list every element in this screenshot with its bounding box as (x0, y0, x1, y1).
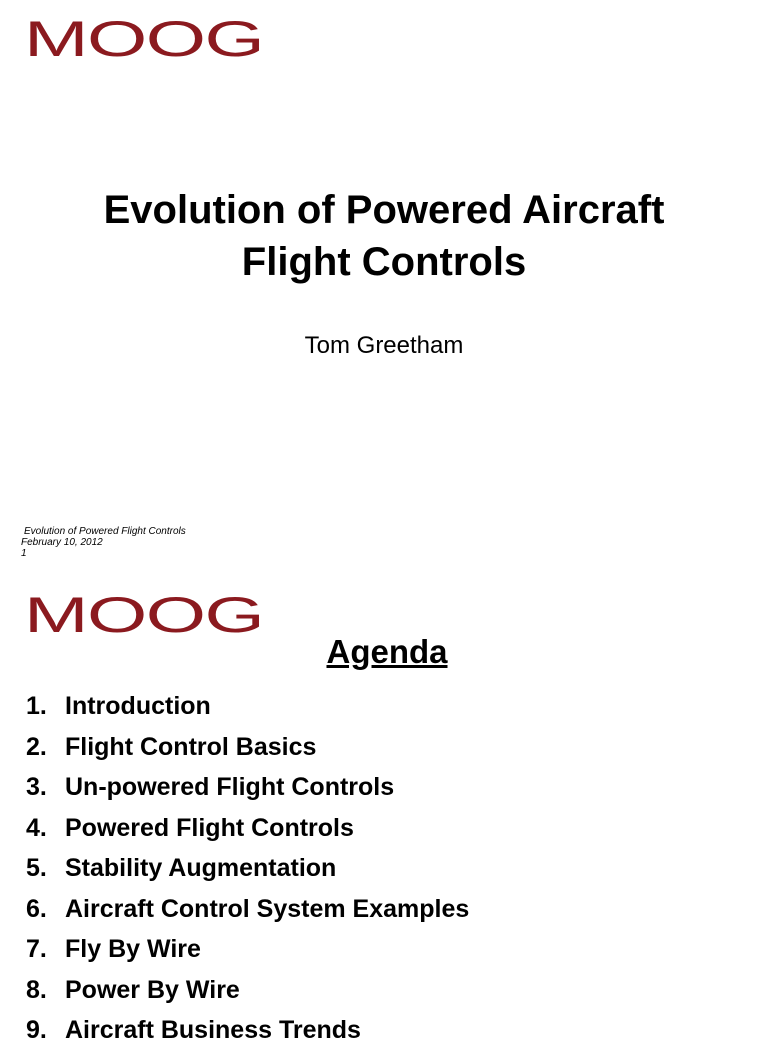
agenda-item-label: Power By Wire (65, 975, 240, 1004)
agenda-item (26, 929, 469, 970)
agenda-item-label: Powered Flight Controls (65, 813, 354, 842)
agenda-item-label: Aircraft Control System Examples (65, 894, 470, 923)
agenda-item (26, 1010, 469, 1051)
agenda-heading: Agenda (326, 633, 448, 670)
agenda-item-number: 1. (26, 692, 47, 720)
slide-title-line-2: Flight Controls (241, 240, 527, 284)
agenda-item-number: 4. (26, 813, 47, 842)
moog-logo: MOOG (24, 587, 264, 643)
agenda-item (26, 848, 469, 889)
agenda-item-label: Fly By Wire (65, 935, 201, 963)
footer-page-number: 1 (21, 548, 27, 559)
agenda-item-label: Flight Control Basics (65, 732, 317, 761)
agenda-item (26, 808, 469, 849)
slide-title-line-1: Evolution of Powered Aircraft (103, 188, 665, 232)
agenda-item-number: 3. (26, 773, 47, 801)
agenda-item-label: Stability Augmentation (65, 854, 337, 882)
agenda-item (26, 686, 469, 727)
footer-deck-title: Evolution of Powered Flight Controls (24, 526, 186, 537)
slide-title (0, 184, 768, 288)
agenda-item-number: 9. (26, 1016, 47, 1044)
agenda-item-number: 7. (26, 935, 47, 963)
agenda-item (26, 889, 469, 930)
agenda-item (26, 970, 469, 1011)
agenda-slide (0, 576, 768, 1044)
agenda-item-label: Aircraft Business Trends (65, 1016, 361, 1044)
agenda-item (26, 727, 469, 768)
agenda-item-number: 8. (26, 975, 47, 1004)
agenda-item-label: Un-powered Flight Controls (65, 773, 395, 801)
agenda-item-label: Introduction (65, 692, 211, 720)
presenter-name: Tom Greetham (304, 332, 464, 359)
agenda-item (26, 767, 469, 808)
agenda-item-number: 6. (26, 894, 47, 923)
slide-footer (21, 526, 186, 559)
agenda-list (26, 686, 469, 1051)
moog-logo: MOOG (24, 11, 264, 67)
footer-date: February 10, 2012 (21, 537, 103, 548)
agenda-item-number: 5. (26, 854, 47, 882)
agenda-item-number: 2. (26, 732, 47, 761)
